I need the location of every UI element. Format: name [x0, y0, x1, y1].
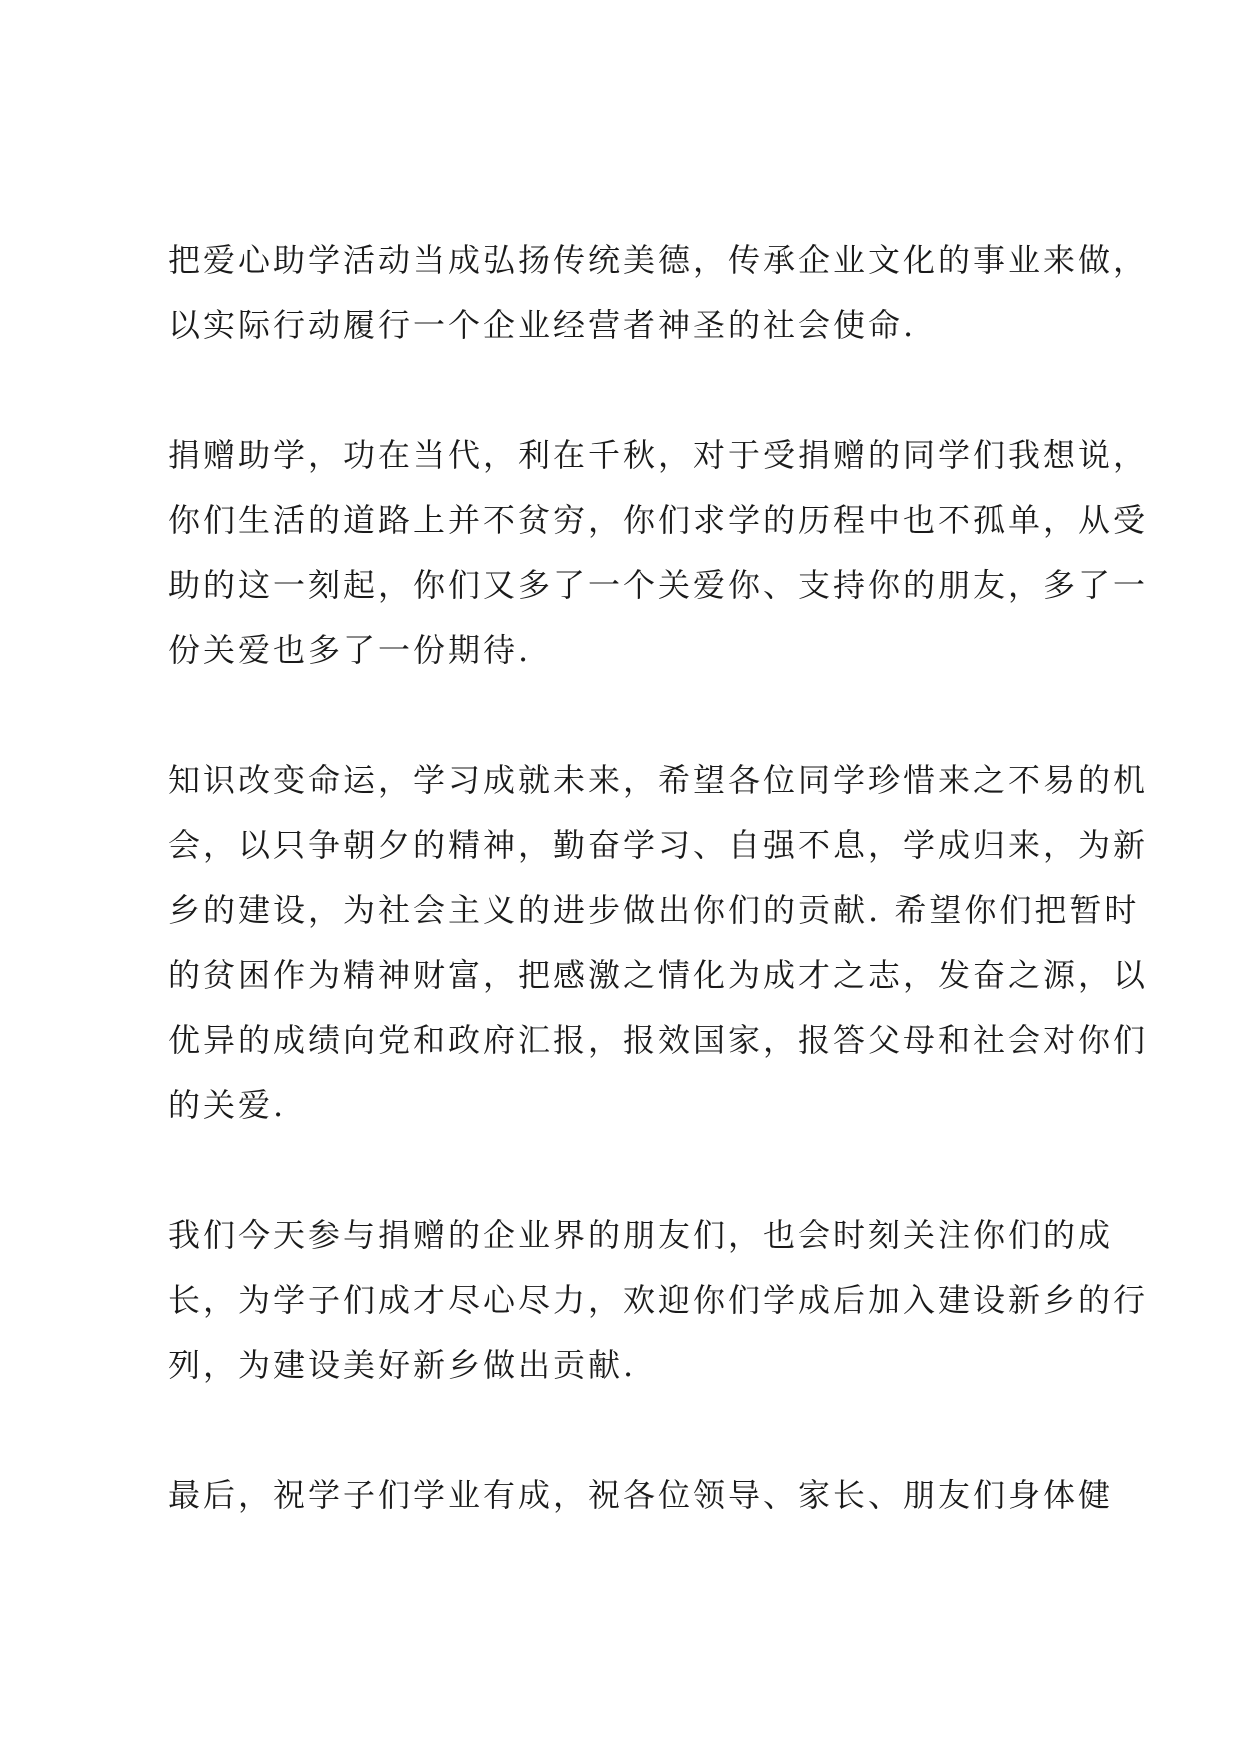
text-line: 长，为学子们成才尽心尽力，欢迎你们学成后加入建设新乡的行: [168, 1281, 1149, 1319]
text-line: 乡的建设，为社会主义的进步做出你们的贡献. 希望你们把暂时: [168, 891, 1140, 929]
text-line: 列，为建设美好新乡做出贡献.: [168, 1346, 637, 1384]
paragraph-1: [168, 228, 1149, 358]
text-line: 优异的成绩向党和政府汇报，报效国家，报答父母和社会对你们: [168, 1021, 1149, 1059]
text-line: 我们今天参与捐赠的企业界的朋友们，也会时刻关注你们的成: [168, 1216, 1114, 1254]
text-line: 会，以只争朝夕的精神，勤奋学习、自强不息，学成归来，为新: [168, 826, 1149, 864]
paragraph-3: [168, 748, 1149, 1138]
paragraph-5: [168, 1463, 1114, 1528]
paragraph-2: [168, 423, 1149, 683]
text-line: 捐赠助学，功在当代，利在千秋，对于受捐赠的同学们我想说，: [168, 436, 1149, 474]
text-line: 知识改变命运，学习成就未来，希望各位同学珍惜来之不易的机: [168, 761, 1149, 799]
document-body: [168, 228, 1149, 1593]
paragraph-4: [168, 1203, 1149, 1398]
text-line: 的贫困作为精神财富，把感激之情化为成才之志，发奋之源，以: [168, 956, 1149, 994]
text-line: 你们生活的道路上并不贫穷，你们求学的历程中也不孤单，从受: [168, 501, 1149, 539]
text-line: 以实际行动履行一个企业经营者神圣的社会使命.: [168, 306, 917, 344]
text-line: 助的这一刻起，你们又多了一个关爱你、支持你的朋友，多了一: [168, 566, 1149, 604]
text-line: 最后，祝学子们学业有成，祝各位领导、家长、朋友们身体健: [168, 1476, 1114, 1514]
text-line: 把爱心助学活动当成弘扬传统美德，传承企业文化的事业来做，: [168, 241, 1149, 279]
text-line: 的关爱.: [168, 1086, 287, 1124]
text-line: 份关爱也多了一份期待.: [168, 631, 532, 669]
